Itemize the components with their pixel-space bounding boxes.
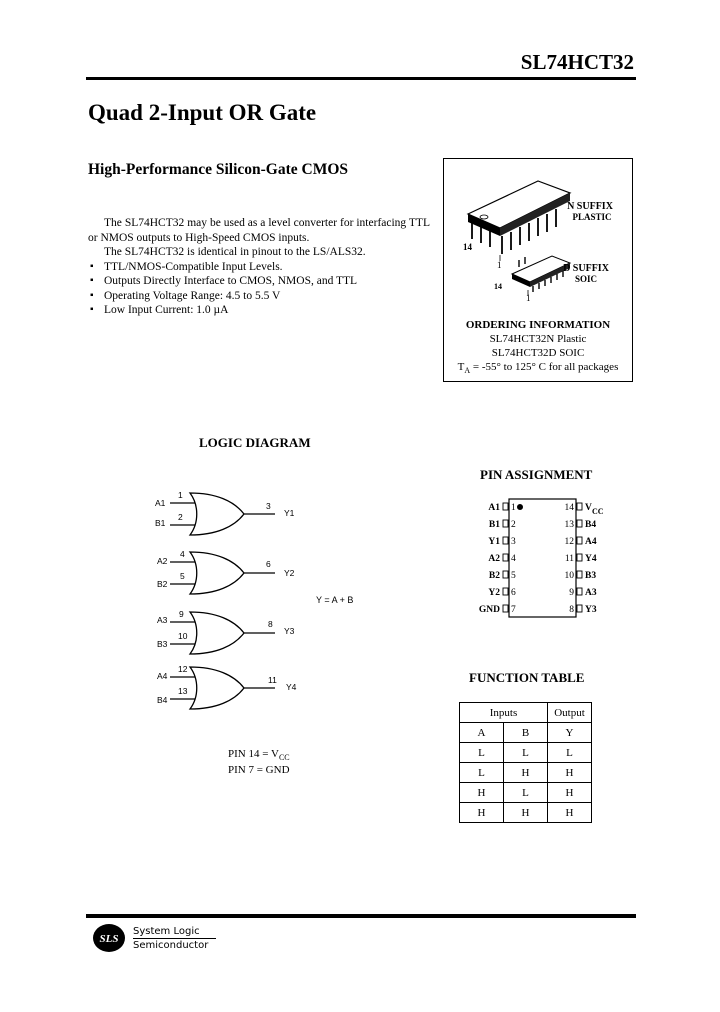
pin-name-right: Y4 [585, 554, 597, 564]
gate3-input-b-label: B3 [157, 639, 168, 649]
pin-name-left: B1 [488, 520, 500, 530]
inputs-header: Inputs [460, 703, 548, 723]
gate4-input-b-label: B4 [157, 695, 168, 705]
soic-package-image [512, 256, 570, 296]
gate3-output-pin: 8 [268, 619, 273, 629]
company-name-line1: System Logic [133, 926, 200, 937]
or-gate-2 [170, 552, 275, 594]
gate1-input-a-label: A1 [155, 498, 166, 508]
pin-name-right: A3 [585, 588, 597, 598]
description-paragraph: The SL74HCT32 may be used as a level converter for interfacing TTL or NMOS outputs to High-Speed CMOS inputs. [88, 217, 430, 244]
table-cell: H [548, 763, 592, 783]
gate2-output-pin: 6 [266, 559, 271, 569]
gate3-input-b-pin: 10 [178, 631, 188, 641]
pin-number-right: 11 [564, 554, 574, 564]
d-suffix-label: D SUFFIX [563, 263, 609, 274]
logic-diagram [140, 480, 380, 720]
top-rule [86, 77, 636, 80]
pin-name-right: B3 [585, 571, 597, 581]
table-cell: H [460, 783, 504, 803]
feature-item: ▪ Operating Voltage Range: 4.5 to 5.5 V [88, 289, 430, 304]
description-paragraph: The SL74HCT32 is identical in pinout to the LS/ALS32. [104, 246, 366, 258]
part-number: SL74HCT32 [520, 50, 634, 74]
pin-number-left: 4 [511, 554, 516, 564]
gate1-input-b-label: B1 [155, 518, 166, 528]
table-cell: L [548, 743, 592, 763]
company-underline [133, 938, 216, 939]
gate1-input-b-pin: 2 [178, 512, 183, 522]
pin-number-right: 9 [569, 588, 574, 598]
pin-name-right: Y3 [585, 605, 597, 615]
table-header-row [460, 703, 592, 723]
table-cell: L [504, 743, 548, 763]
company-name-line2: Semiconductor [133, 940, 209, 951]
pin-number-left: 2 [511, 520, 516, 530]
gate4-input-a-label: A4 [157, 671, 168, 681]
table-cell: H [548, 803, 592, 823]
pin-number-right: 13 [564, 520, 574, 530]
pin-name-right: A4 [585, 537, 597, 547]
ordering-line: SL74HCT32N Plastic [489, 333, 587, 345]
subtitle: High-Performance Silicon-Gate CMOS [88, 161, 349, 178]
pin-number-left: 7 [511, 605, 516, 615]
output-header: Output [548, 703, 592, 723]
dip-pin14-label: 14 [463, 242, 472, 252]
function-table [459, 702, 592, 823]
gate2-input-b-label: B2 [157, 579, 168, 589]
gate2-input-a-pin: 4 [180, 549, 185, 559]
gate3-input-a-pin: 9 [179, 609, 184, 619]
n-type-label: PLASTIC [572, 212, 612, 222]
feature-list [88, 260, 430, 318]
table-cell: L [460, 763, 504, 783]
gnd-pin-note: PIN 7 = GND [228, 764, 290, 777]
table-row [460, 763, 592, 783]
sls-logo-icon [90, 921, 130, 955]
gate4-input-b-pin: 13 [178, 686, 188, 696]
pin-name-left: Y2 [488, 588, 500, 598]
feature-item: ▪ Outputs Directly Interface to CMOS, NMOS, and TTL [88, 274, 430, 289]
bottom-rule [86, 914, 636, 918]
gate2-input-a-label: A2 [157, 556, 168, 566]
logic-equation: Y = A + B [316, 595, 354, 605]
gate4-input-a-pin: 12 [178, 664, 188, 674]
pin-number-left: 3 [511, 537, 516, 547]
page-title: Quad 2-Input OR Gate [88, 100, 317, 125]
vcc-pin-note: PIN $14 = V_{CC}$ [228, 748, 290, 763]
pin-assignment-diagram [470, 496, 620, 626]
pin-name-right: V [585, 503, 592, 513]
ordering-line: SL74HCT32D SOIC [491, 347, 585, 359]
gate1-output-label: Y1 [284, 508, 295, 518]
pin-number-left: 1 [511, 503, 516, 513]
column-header: B [504, 723, 548, 743]
table-cell: H [504, 803, 548, 823]
temperature-range: $T_A = -55^\circ$ to 125° C for all packages [457, 361, 619, 376]
table-cell: H [548, 783, 592, 803]
function-table-title: FUNCTION TABLE [469, 670, 585, 685]
d-type-label: SOIC [574, 274, 598, 284]
column-header: A [460, 723, 504, 743]
pin-name-left: GND [478, 605, 500, 615]
gate1-input-a-pin: 1 [178, 490, 183, 500]
dip-package-image [468, 181, 570, 254]
or-gate-1 [170, 493, 275, 535]
feature-item: ▪ Low Input Current: 1.0 µA [88, 303, 430, 318]
soic-pin14-label: 14 [494, 282, 502, 291]
pin-number-right: 8 [569, 605, 574, 615]
gate1-output-pin: 3 [266, 501, 271, 511]
pin-name-left: A2 [488, 554, 500, 564]
pin-name-left: B2 [488, 571, 500, 581]
gate3-output-label: Y3 [284, 626, 295, 636]
logo-text: SLS [99, 933, 119, 945]
feature-item: ▪ TTL/NMOS-Compatible Input Levels. [88, 260, 430, 275]
ordering-title: ORDERING INFORMATION [465, 319, 611, 331]
pin-name-right-sub: CC [592, 507, 604, 516]
table-cell: H [504, 763, 548, 783]
soic-pin1-label: 1 [526, 293, 531, 303]
description [88, 216, 430, 318]
table-row [460, 783, 592, 803]
table-column-row [460, 723, 592, 743]
logic-diagram-title: LOGIC DIAGRAM [199, 435, 311, 450]
pin-number-right: 10 [564, 571, 574, 581]
company-logo [90, 921, 230, 955]
pin-number-left: 6 [511, 588, 516, 598]
ordering-information [443, 318, 633, 378]
column-header: Y [548, 723, 592, 743]
pin1-dot [517, 504, 523, 510]
pin-number-right: 12 [564, 537, 574, 547]
pin-name-left: A1 [488, 503, 500, 513]
table-cell: L [504, 783, 548, 803]
gate4-output-label: Y4 [286, 682, 297, 692]
gate4-output-pin: 11 [268, 675, 277, 685]
gate2-input-b-pin: 5 [180, 571, 185, 581]
table-row [460, 803, 592, 823]
gate3-input-a-label: A3 [157, 615, 168, 625]
table-cell: H [460, 803, 504, 823]
pin-number-right: 14 [564, 503, 574, 513]
dip-pin1-label: 1 [497, 260, 502, 270]
pin-name-right: B4 [585, 520, 597, 530]
pin-assignment-title: PIN ASSIGNMENT [480, 467, 593, 482]
pin-number-left: 5 [511, 571, 516, 581]
table-row [460, 743, 592, 763]
power-pin-notes [228, 748, 290, 777]
n-suffix-label: N SUFFIX [567, 201, 613, 212]
table-cell: L [460, 743, 504, 763]
gate2-output-label: Y2 [284, 568, 295, 578]
pin-name-left: Y1 [488, 537, 500, 547]
